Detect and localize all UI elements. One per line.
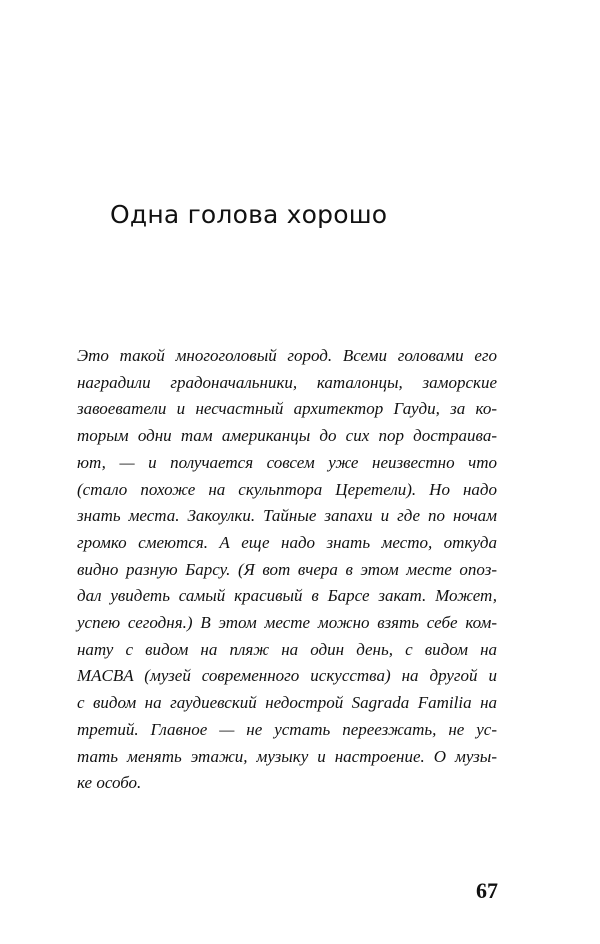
text-line: MACBA (музей современного искусства) на другой и (77, 666, 497, 686)
text-line: ке особо. (77, 773, 142, 793)
chapter-title: Одна голова хорошо (110, 200, 388, 229)
text-line: с видом на гаудиевский недострой Sagrada Familia на (77, 693, 497, 713)
text-line: нату с видом на пляж на один день, с видом на (77, 639, 497, 659)
text-line: наградили градоначальники, каталонцы, заморские (77, 372, 497, 392)
text-line: третий. Главное — не устать переезжать, не ус- (77, 719, 497, 739)
text-line: ют, — и получается совсем уже неизвестно что (77, 452, 497, 472)
text-line: дал увидеть самый красивый в Барсе закат. Может, (77, 586, 497, 606)
text-line: (стало похоже на скульптора Церетели). Но надо (77, 479, 497, 499)
body-paragraph (77, 343, 497, 797)
text-line: успею сегодня.) В этом месте можно взять себе ком- (77, 613, 497, 633)
text-line: завоеватели и несчастный архитектор Гауди, за ко- (77, 399, 497, 419)
page-number: 67 (476, 878, 498, 903)
text-line: торым одни там американцы до сих пор достраива- (77, 426, 497, 446)
text-line: знать места. Закоулки. Тайные запахи и где по ночам (77, 506, 497, 526)
text-line: видно разную Барсу. (Я вот вчера в этом месте опоз- (77, 559, 497, 579)
text-line: громко смеются. А еще надо знать место, откуда (77, 532, 497, 552)
text-line: Это такой многоголовый город. Всеми головами его (77, 346, 497, 365)
text-line: тать менять этажи, музыку и настроение. О музы- (77, 746, 497, 766)
